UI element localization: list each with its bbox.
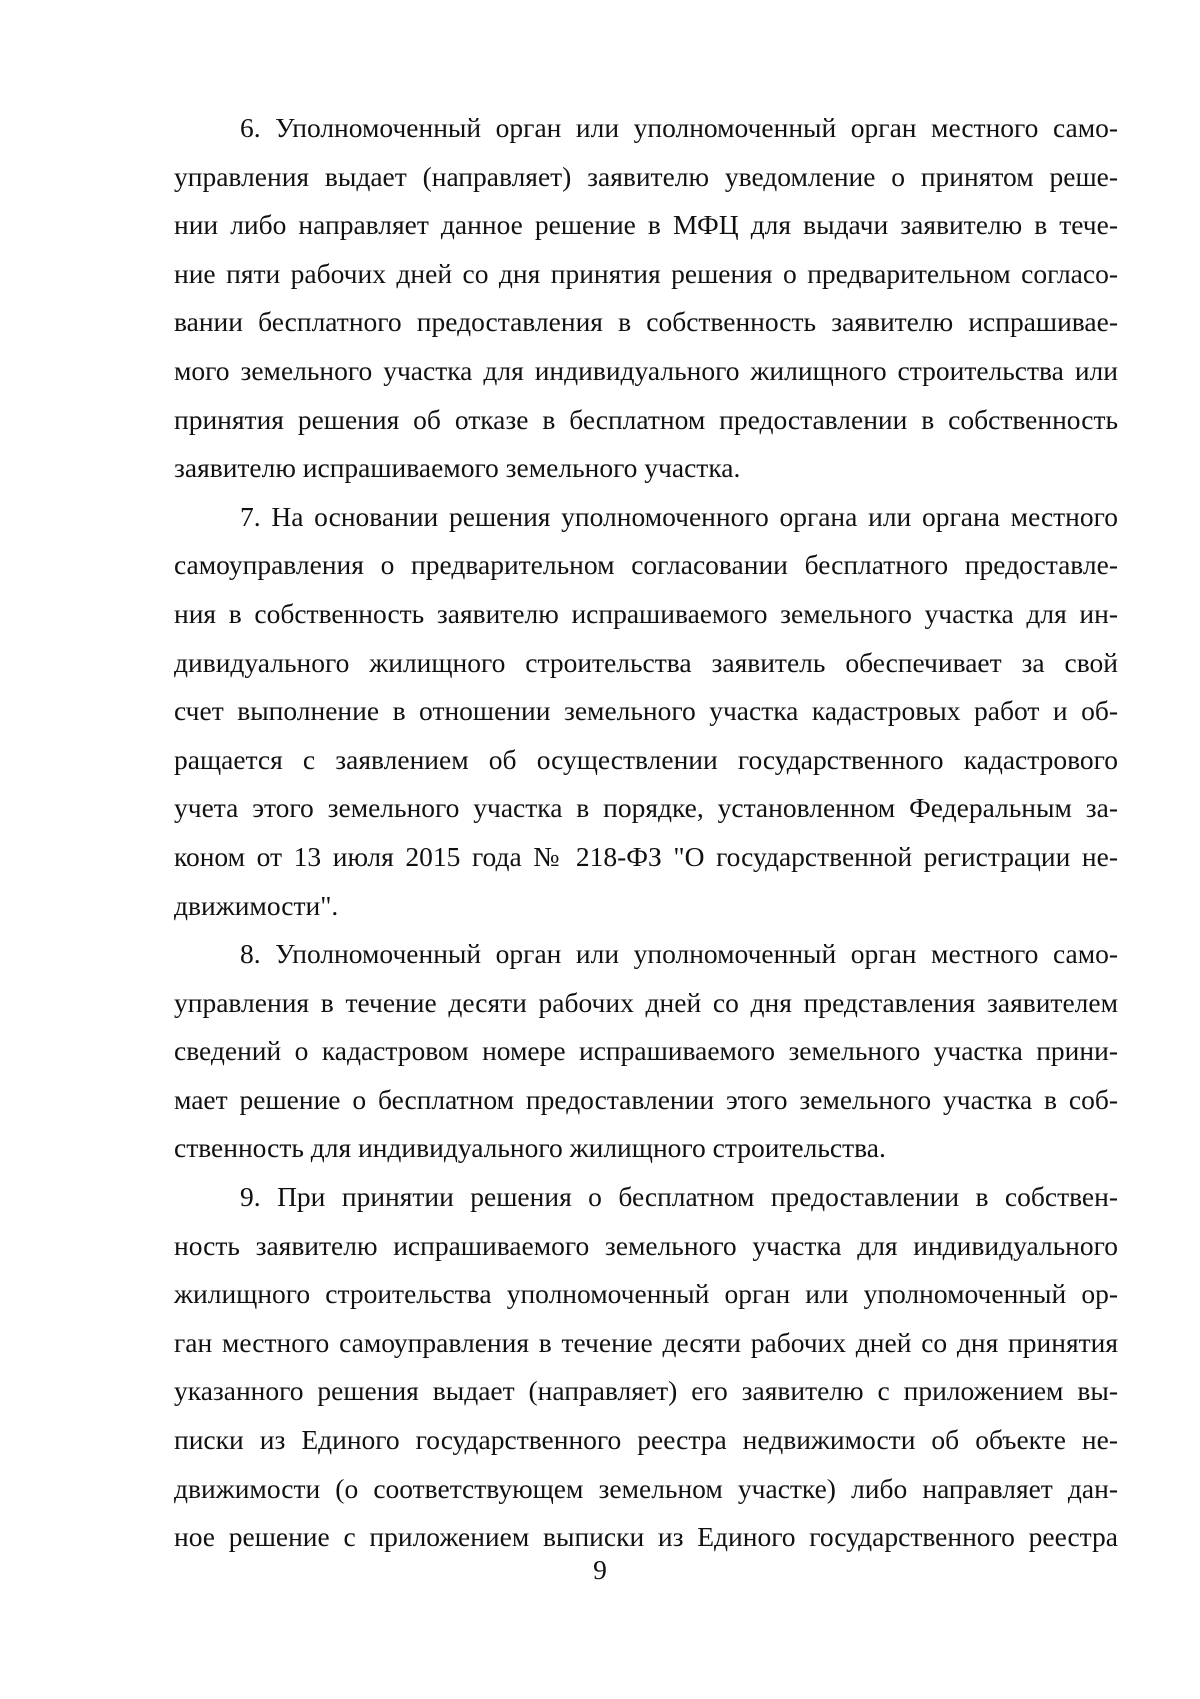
text-line: ние пяти рабочих дней со дня принятия решения о предварительном согласо- xyxy=(174,257,1118,289)
text-line: управления в течение десяти рабочих дней со дня представления заявителем xyxy=(174,986,1118,1018)
text-line: самоуправления о предварительном согласовании бесплатного предоставле- xyxy=(174,549,1118,581)
text-line: нии либо направляет данное решение в МФЦ для выдачи заявителю в тече- xyxy=(174,209,1118,241)
text-line: принятия решения об отказе в бесплатном предоставлении в собственность xyxy=(174,403,1118,435)
text-line: мого земельного участка для индивидуального жилищного строительства или xyxy=(174,354,1118,386)
text-line: указанного решения выдает (направляет) его заявителю с приложением вы- xyxy=(174,1375,1118,1407)
text-line: ность заявителю испрашиваемого земельного участка для индивидуального xyxy=(174,1229,1118,1261)
text-line: ращается с заявлением об осуществлении государственного кадастрового xyxy=(174,743,1118,775)
document-body xyxy=(174,104,1118,1562)
text-line: ственность для индивидуального жилищного строительства. xyxy=(174,1132,886,1164)
text-line: управления выдает (направляет) заявителю уведомление о принятом реше- xyxy=(174,160,1118,192)
paragraph-7 xyxy=(174,493,1118,930)
text-line: движимости". xyxy=(174,889,339,921)
paragraph-6 xyxy=(174,104,1118,493)
text-line: ное решение с приложением выписки из Единого государственного реестра xyxy=(174,1521,1118,1553)
text-line: мает решение о бесплатном предоставлении этого земельного участка в соб- xyxy=(174,1083,1118,1115)
page-number: 9 xyxy=(593,1554,607,1585)
text-line: движимости (о соответствующем земельном участке) либо направляет дан- xyxy=(174,1472,1118,1504)
text-line: дивидуального жилищного строительства заявитель обеспечивает за свой xyxy=(174,646,1118,678)
text-line: жилищного строительства уполномоченный орган или уполномоченный ор- xyxy=(174,1278,1118,1310)
text-line: 7. На основании решения уполномоченного органа или органа местного xyxy=(240,500,1118,532)
text-line: коном от 13 июля 2015 года № 218-ФЗ "О государственной регистрации не- xyxy=(174,840,1118,872)
text-line: ган местного самоуправления в течение десяти рабочих дней со дня принятия xyxy=(174,1326,1118,1358)
text-line: заявителю испрашиваемого земельного участка. xyxy=(174,452,741,484)
paragraph-8 xyxy=(174,930,1118,1173)
text-line: сведений о кадастровом номере испрашиваемого земельного участка прини- xyxy=(174,1035,1118,1067)
text-line: 8. Уполномоченный орган или уполномоченный орган местного само- xyxy=(240,938,1118,970)
text-line: 9. При принятии решения о бесплатном предоставлении в собствен- xyxy=(240,1181,1118,1213)
paragraph-9 xyxy=(174,1173,1118,1562)
text-line: ния в собственность заявителю испрашиваемого земельного участка для ин- xyxy=(174,597,1118,629)
text-line: 6. Уполномоченный орган или уполномоченный орган местного само- xyxy=(240,112,1118,143)
text-line: счет выполнение в отношении земельного участка кадастровых работ и об- xyxy=(174,695,1118,727)
text-line: учета этого земельного участка в порядке, установленном Федеральным за- xyxy=(174,792,1118,824)
text-line: вании бесплатного предоставления в собственность заявителю испрашивае- xyxy=(174,306,1118,338)
text-line: писки из Единого государственного реестра недвижимости об объекте не- xyxy=(174,1424,1118,1456)
